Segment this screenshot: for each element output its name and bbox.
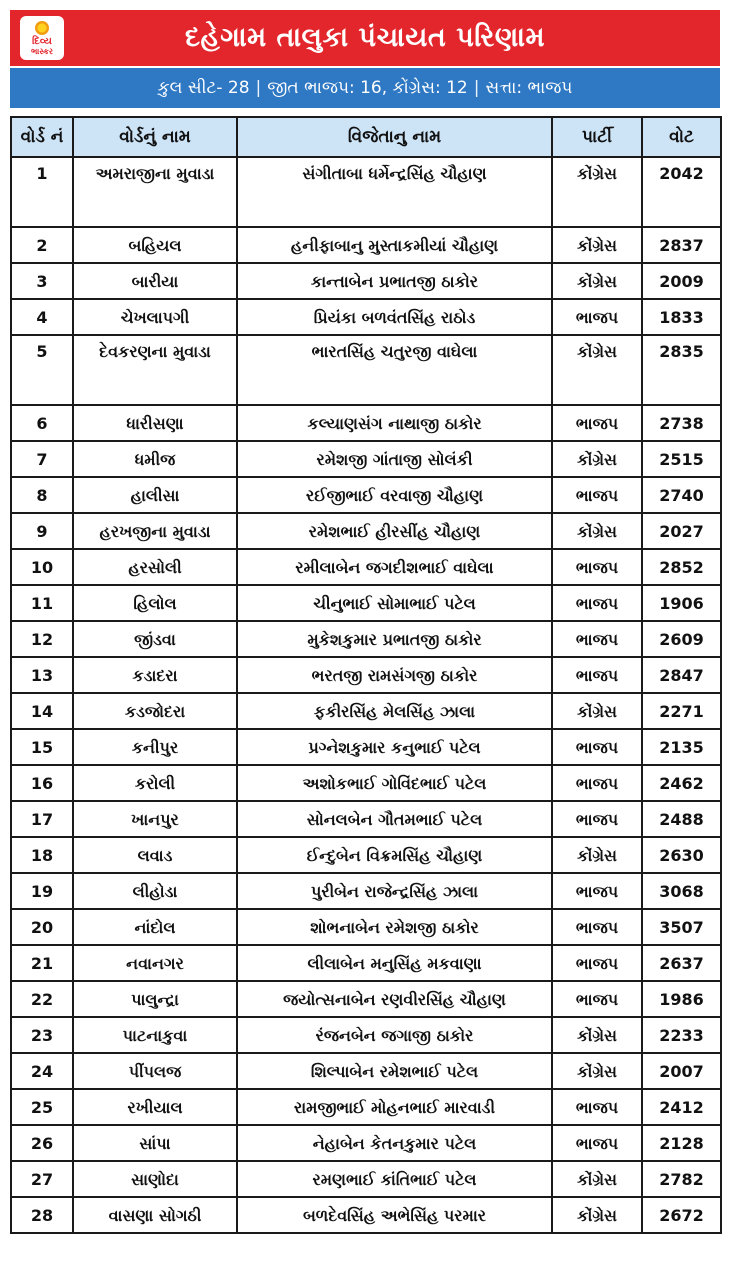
ward-name-cell: હરસોલી bbox=[73, 549, 237, 585]
summary-seats: કુલ સીટ- 28 bbox=[157, 78, 250, 98]
party-cell: ભાજપ bbox=[552, 873, 642, 909]
winner-name-cell: રામજીભાઈ મોહનભાઈ મારવાડી bbox=[237, 1089, 552, 1125]
ward-no-cell: 3 bbox=[11, 263, 73, 299]
ward-no-cell: 14 bbox=[11, 693, 73, 729]
party-cell: ભાજપ bbox=[552, 945, 642, 981]
winner-name-cell: શિલ્પાબેન રમેશભાઈ પટેલ bbox=[237, 1053, 552, 1089]
ward-name-cell: બહિયલ bbox=[73, 227, 237, 263]
party-cell: કોંગ્રેસ bbox=[552, 1017, 642, 1053]
table-header-row bbox=[11, 117, 721, 157]
ward-no-cell: 16 bbox=[11, 765, 73, 801]
winner-name-cell: રમણભાઈ કાંતિભાઈ પટેલ bbox=[237, 1161, 552, 1197]
ward-no-cell: 23 bbox=[11, 1017, 73, 1053]
winner-name-cell: હનીફાબાનુ મુસ્તાકમીયાં ચૌહાણ bbox=[237, 227, 552, 263]
winner-name-cell: નેહાબેન કેતનકુમાર પટેલ bbox=[237, 1125, 552, 1161]
page-title: દહેગામ તાલુકા પંચાયત પરિણામ bbox=[184, 22, 546, 53]
ward-name-cell: હરખજીના મુવાડા bbox=[73, 513, 237, 549]
party-cell: કોંગ્રેસ bbox=[552, 263, 642, 299]
winner-name-cell: પ્રિયંકા બળવંતસિંહ રાઠોડ bbox=[237, 299, 552, 335]
ward-no-cell: 19 bbox=[11, 873, 73, 909]
votes-cell: 2837 bbox=[642, 227, 721, 263]
party-cell: ભાજપ bbox=[552, 801, 642, 837]
ward-no-cell: 24 bbox=[11, 1053, 73, 1089]
table-row bbox=[11, 477, 721, 513]
title-bar bbox=[10, 10, 720, 66]
winner-name-cell: કલ્યાણસંગ નાથાજી ઠાકોર bbox=[237, 405, 552, 441]
column-header-winner: વિજેતાનુ નામ bbox=[237, 117, 552, 157]
winner-name-cell: પ્રગ્નેશકુમાર કનુભાઈ પટેલ bbox=[237, 729, 552, 765]
ward-no-cell: 26 bbox=[11, 1125, 73, 1161]
votes-cell: 2271 bbox=[642, 693, 721, 729]
ward-name-cell: ધમીજ bbox=[73, 441, 237, 477]
votes-cell: 2009 bbox=[642, 263, 721, 299]
ward-no-cell: 15 bbox=[11, 729, 73, 765]
table-row bbox=[11, 1017, 721, 1053]
winner-name-cell: ઈન્દુબેન વિક્રમસિંહ ચૌહાણ bbox=[237, 837, 552, 873]
votes-cell: 2740 bbox=[642, 477, 721, 513]
table-row bbox=[11, 693, 721, 729]
votes-cell: 2847 bbox=[642, 657, 721, 693]
ward-name-cell: ખાનપુર bbox=[73, 801, 237, 837]
votes-cell: 2738 bbox=[642, 405, 721, 441]
ward-name-cell: નાંદોલ bbox=[73, 909, 237, 945]
party-cell: ભાજપ bbox=[552, 549, 642, 585]
ward-name-cell: પીંપલજ bbox=[73, 1053, 237, 1089]
table-row bbox=[11, 1053, 721, 1089]
ward-no-cell: 4 bbox=[11, 299, 73, 335]
votes-cell: 2835 bbox=[642, 335, 721, 405]
ward-name-cell: સાણોદા bbox=[73, 1161, 237, 1197]
table-row bbox=[11, 335, 721, 405]
winner-name-cell: રમીલાબેન જગદીશભાઈ વાઘેલા bbox=[237, 549, 552, 585]
table-row bbox=[11, 729, 721, 765]
table-row bbox=[11, 157, 721, 227]
ward-name-cell: કનીપુર bbox=[73, 729, 237, 765]
ward-no-cell: 12 bbox=[11, 621, 73, 657]
table-row bbox=[11, 585, 721, 621]
ward-no-cell: 10 bbox=[11, 549, 73, 585]
summary-power: સત્તા: ભાજપ bbox=[485, 78, 573, 98]
ward-name-cell: પાટનાકુવા bbox=[73, 1017, 237, 1053]
votes-cell: 3507 bbox=[642, 909, 721, 945]
table-row bbox=[11, 837, 721, 873]
winner-name-cell: શોભનાબેન રમેશજી ઠાકોર bbox=[237, 909, 552, 945]
ward-name-cell: બારીયા bbox=[73, 263, 237, 299]
party-cell: કોંગ્રેસ bbox=[552, 1161, 642, 1197]
ward-no-cell: 1 bbox=[11, 157, 73, 227]
winner-name-cell: ચીનુભાઈ સોમાભાઈ પટેલ bbox=[237, 585, 552, 621]
ward-no-cell: 7 bbox=[11, 441, 73, 477]
table-body bbox=[11, 157, 721, 1233]
ward-no-cell: 9 bbox=[11, 513, 73, 549]
logo-text-line2: ભાસ્કર bbox=[30, 46, 54, 56]
table-row bbox=[11, 263, 721, 299]
party-cell: ભાજપ bbox=[552, 299, 642, 335]
ward-name-cell: સાંપા bbox=[73, 1125, 237, 1161]
winner-name-cell: ભરતજી રામસંગજી ઠાકોર bbox=[237, 657, 552, 693]
winner-name-cell: રમેશભાઈ હીરસીંહ ચૌહાણ bbox=[237, 513, 552, 549]
ward-no-cell: 20 bbox=[11, 909, 73, 945]
votes-cell: 2515 bbox=[642, 441, 721, 477]
summary-wins: જીત ભાજપ: 16, કોંગ્રેસ: 12 bbox=[267, 78, 468, 98]
table-row bbox=[11, 909, 721, 945]
votes-cell: 2609 bbox=[642, 621, 721, 657]
party-cell: કોંગ્રેસ bbox=[552, 837, 642, 873]
ward-name-cell: દેવકરણના મુવાડા bbox=[73, 335, 237, 405]
table-row bbox=[11, 981, 721, 1017]
divya-bhaskar-logo bbox=[20, 16, 64, 60]
winner-name-cell: રઈજીભાઈ વરવાજી ચૌહાણ bbox=[237, 477, 552, 513]
party-cell: ભાજપ bbox=[552, 981, 642, 1017]
party-cell: ભાજપ bbox=[552, 1089, 642, 1125]
votes-cell: 2042 bbox=[642, 157, 721, 227]
party-cell: ભાજપ bbox=[552, 909, 642, 945]
party-cell: ભાજપ bbox=[552, 621, 642, 657]
table-row bbox=[11, 549, 721, 585]
votes-cell: 2007 bbox=[642, 1053, 721, 1089]
ward-no-cell: 13 bbox=[11, 657, 73, 693]
votes-cell: 2637 bbox=[642, 945, 721, 981]
votes-cell: 2672 bbox=[642, 1197, 721, 1233]
ward-no-cell: 5 bbox=[11, 335, 73, 405]
column-header-ward-no: વોર્ડ નં bbox=[11, 117, 73, 157]
winner-name-cell: ભારતસિંહ ચતુરજી વાઘેલા bbox=[237, 335, 552, 405]
winner-name-cell: સોનલબેન ગૌતમભાઈ પટેલ bbox=[237, 801, 552, 837]
table-row bbox=[11, 405, 721, 441]
ward-no-cell: 25 bbox=[11, 1089, 73, 1125]
votes-cell: 1906 bbox=[642, 585, 721, 621]
winner-name-cell: લીલાબેન મનુસિંહ મકવાણા bbox=[237, 945, 552, 981]
winner-name-cell: બળદેવસિંહ અભેસિંહ પરમાર bbox=[237, 1197, 552, 1233]
party-cell: ભાજપ bbox=[552, 1125, 642, 1161]
column-header-votes: વોટ bbox=[642, 117, 721, 157]
ward-name-cell: ધારીસણા bbox=[73, 405, 237, 441]
table-row bbox=[11, 801, 721, 837]
party-cell: ભાજપ bbox=[552, 405, 642, 441]
table-row bbox=[11, 1161, 721, 1197]
party-cell: કોંગ્રેસ bbox=[552, 513, 642, 549]
votes-cell: 2852 bbox=[642, 549, 721, 585]
party-cell: કોંગ્રેસ bbox=[552, 1053, 642, 1089]
summary-separator: | bbox=[473, 78, 480, 98]
party-cell: ભાજપ bbox=[552, 657, 642, 693]
table-row bbox=[11, 621, 721, 657]
winner-name-cell: મુકેશકુમાર પ્રભાતજી ઠાકોર bbox=[237, 621, 552, 657]
winner-name-cell: રંજનબેન જગાજી ઠાકોર bbox=[237, 1017, 552, 1053]
party-cell: કોંગ્રેસ bbox=[552, 441, 642, 477]
table-row bbox=[11, 1125, 721, 1161]
party-cell: કોંગ્રેસ bbox=[552, 335, 642, 405]
ward-no-cell: 28 bbox=[11, 1197, 73, 1233]
party-cell: ભાજપ bbox=[552, 765, 642, 801]
winner-name-cell: રમેશજી ગાંતાજી સોલંકી bbox=[237, 441, 552, 477]
ward-name-cell: નવાનગર bbox=[73, 945, 237, 981]
votes-cell: 2128 bbox=[642, 1125, 721, 1161]
party-cell: ભાજપ bbox=[552, 585, 642, 621]
ward-name-cell: હિલોલ bbox=[73, 585, 237, 621]
party-cell: કોંગ્રેસ bbox=[552, 157, 642, 227]
votes-cell: 2630 bbox=[642, 837, 721, 873]
ward-name-cell: લીહોડા bbox=[73, 873, 237, 909]
table-row bbox=[11, 765, 721, 801]
ward-name-cell: જીંડવા bbox=[73, 621, 237, 657]
table-row bbox=[11, 1089, 721, 1125]
party-cell: કોંગ્રેસ bbox=[552, 1197, 642, 1233]
votes-cell: 2462 bbox=[642, 765, 721, 801]
party-cell: ભાજપ bbox=[552, 729, 642, 765]
table-row bbox=[11, 657, 721, 693]
votes-cell: 1986 bbox=[642, 981, 721, 1017]
party-cell: કોંગ્રેસ bbox=[552, 693, 642, 729]
votes-cell: 2412 bbox=[642, 1089, 721, 1125]
ward-name-cell: લવાડ bbox=[73, 837, 237, 873]
table-row bbox=[11, 299, 721, 335]
ward-name-cell: હાલીસા bbox=[73, 477, 237, 513]
results-table bbox=[10, 116, 722, 1234]
ward-name-cell: પાલુન્દ્રા bbox=[73, 981, 237, 1017]
votes-cell: 3068 bbox=[642, 873, 721, 909]
winner-name-cell: પુરીબેન રાજેન્દ્રસિંહ ઝાલા bbox=[237, 873, 552, 909]
ward-name-cell: રખીયાલ bbox=[73, 1089, 237, 1125]
votes-cell: 2488 bbox=[642, 801, 721, 837]
ward-no-cell: 21 bbox=[11, 945, 73, 981]
votes-cell: 2233 bbox=[642, 1017, 721, 1053]
table-row bbox=[11, 441, 721, 477]
summary-bar bbox=[10, 68, 720, 108]
votes-cell: 1833 bbox=[642, 299, 721, 335]
ward-no-cell: 18 bbox=[11, 837, 73, 873]
winner-name-cell: ફકીરસિંહ મેલસિંહ ઝાલા bbox=[237, 693, 552, 729]
ward-no-cell: 8 bbox=[11, 477, 73, 513]
table-row bbox=[11, 513, 721, 549]
ward-no-cell: 2 bbox=[11, 227, 73, 263]
table-row bbox=[11, 945, 721, 981]
winner-name-cell: જયોત્સનાબેન રણવીરસિંહ ચૌહાણ bbox=[237, 981, 552, 1017]
column-header-party: પાર્ટી bbox=[552, 117, 642, 157]
winner-name-cell: અશોકભાઈ ગોવિંદભાઈ પટેલ bbox=[237, 765, 552, 801]
ward-no-cell: 11 bbox=[11, 585, 73, 621]
party-cell: ભાજપ bbox=[552, 477, 642, 513]
table-row bbox=[11, 873, 721, 909]
ward-name-cell: કડાદરા bbox=[73, 657, 237, 693]
ward-no-cell: 17 bbox=[11, 801, 73, 837]
winner-name-cell: સંગીતાબા ધર્મેન્દ્રસિંહ ચૌહાણ bbox=[237, 157, 552, 227]
ward-name-cell: અમરાજીના મુવાડા bbox=[73, 157, 237, 227]
party-cell: કોંગ્રેસ bbox=[552, 227, 642, 263]
sun-icon bbox=[35, 21, 49, 35]
votes-cell: 2135 bbox=[642, 729, 721, 765]
ward-no-cell: 27 bbox=[11, 1161, 73, 1197]
ward-name-cell: ચેખલાપગી bbox=[73, 299, 237, 335]
table-row bbox=[11, 1197, 721, 1233]
column-header-ward-name: વોર્ડનું નામ bbox=[73, 117, 237, 157]
ward-name-cell: કરોલી bbox=[73, 765, 237, 801]
ward-no-cell: 6 bbox=[11, 405, 73, 441]
ward-name-cell: કડજોદરા bbox=[73, 693, 237, 729]
winner-name-cell: કાન્તાબેન પ્રભાતજી ઠાકોર bbox=[237, 263, 552, 299]
ward-name-cell: વાસણા સોગઠી bbox=[73, 1197, 237, 1233]
ward-no-cell: 22 bbox=[11, 981, 73, 1017]
summary-separator: | bbox=[255, 78, 262, 98]
logo-text-line1: દિવ્ય bbox=[32, 35, 52, 47]
votes-cell: 2027 bbox=[642, 513, 721, 549]
votes-cell: 2782 bbox=[642, 1161, 721, 1197]
table-row bbox=[11, 227, 721, 263]
